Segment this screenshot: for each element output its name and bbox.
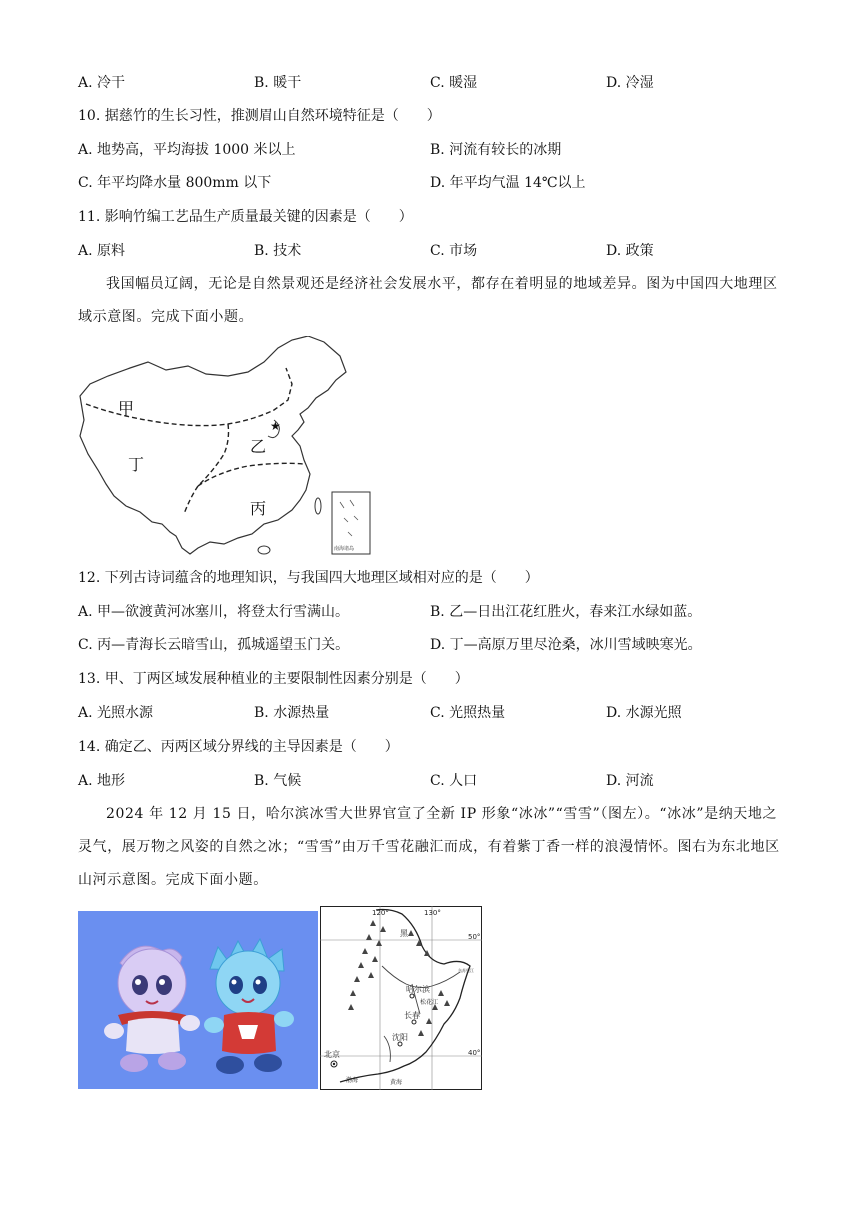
option-d: D. 年平均气温 14℃以上 [430,175,586,191]
label-shenyang: 沈阳 [392,1033,408,1042]
region-label-bing: 丙 [250,499,267,518]
option-c: C. 丙—青海长云暗雪山，孤城遥望玉门关。 [78,637,350,653]
q14-options [78,769,782,793]
option-a: A. 地形 [78,773,126,789]
label-beijing: 北京 [324,1050,340,1059]
option-d: D. 河流 [606,773,654,789]
passage-regions: 我国幅员辽阔，无论是自然景观还是经济社会发展水平，都存在着明显的地域差异。图为中国四大地理区域示意图。完成下面小题。 [78,276,778,325]
q11-options [78,239,782,263]
option-a: A. 原料 [78,243,126,259]
q13-options [78,701,782,725]
label-ussuri-river: 乌苏里江 [458,968,474,973]
q10-options-ab [78,138,782,162]
q11-stem: 11. 影响竹编工艺品生产质量最关键的因素是（ ） [78,209,413,225]
lon-label-130: 130° [424,909,441,917]
inset-label: 南海诸岛 [334,546,355,552]
option-a: A. 冷干 [78,75,126,91]
option-b: B. 水源热量 [254,705,330,721]
label-harbin: 哈尔滨 [406,985,430,994]
option-c: C. 年平均降水量 800mm 以下 [78,175,272,191]
lon-label-120: 120° [372,909,389,917]
q9-options [78,71,782,95]
q12-stem: 12. 下列古诗词蕴含的地理知识，与我国四大地理区域相对应的是（ ） [78,570,539,586]
mascot-image [78,911,318,1089]
option-c: C. 光照热量 [430,705,506,721]
option-d: D. 水源光照 [606,705,682,721]
region-label-yi: 乙 [250,437,267,456]
option-c: C. 市场 [430,243,478,259]
option-d: D. 政策 [606,243,654,259]
option-c: C. 暖湿 [430,75,478,91]
passage-harbin: 2024 年 12 月 15 日，哈尔滨冰雪大世界官宣了全新 IP 形象“冰冰”“雪雪”（图左）。“冰冰”是纳天地之灵气，展万物之风姿的自然之冰；“雪雪”由万千雪花融汇而成，有着紫丁香一样的浪漫情怀。图右为东北地区山河示意图。完成下面小题。 [78,806,780,888]
option-b: B. 技术 [254,243,302,259]
region-label-jia: 甲 [118,399,135,418]
q13-stem: 13. 甲、丁两区域发展种植业的主要限制性因素分别是（ ） [78,671,469,687]
option-b: B. 乙—日出江花红胜火，春来江水绿如蓝。 [430,604,702,620]
lat-label-50: 50° [468,933,481,941]
option-d: D. 丁—高原万里尽沧桑，冰川雪域映寒光。 [430,637,702,653]
china-regions-map [78,336,378,560]
northeast-map [320,906,482,1090]
lat-label-40: 40° [468,1049,481,1057]
option-a: A. 甲—欲渡黄河冰塞川，将登太行雪满山。 [78,604,350,620]
q10-options-cd [78,171,782,195]
option-c: C. 人口 [430,773,478,789]
option-a: A. 地势高，平均海拔 1000 米以上 [78,142,296,158]
option-a: A. 光照水源 [78,705,154,721]
q12-options-cd [78,633,782,657]
q12-options-ab [78,600,782,624]
option-b: B. 气候 [254,773,302,789]
label-songhua-river: 松花江 [420,999,439,1006]
option-b: B. 河流有较长的冰期 [430,142,562,158]
option-b: B. 暖干 [254,75,302,91]
label-huanghai: 黄海 [390,1079,403,1086]
label-hei: 黑 [400,929,408,938]
q10-stem: 10. 据慈竹的生长习性，推测眉山自然环境特征是（ ） [78,108,441,124]
region-label-ding: 丁 [128,455,145,474]
label-bohai: 渤海 [346,1077,359,1084]
label-changchun: 长春 [404,1011,420,1020]
star-icon: ★ [270,419,281,433]
q14-stem: 14. 确定乙、丙两区域分界线的主导因素是（ ） [78,739,399,755]
option-d: D. 冷湿 [606,75,654,91]
